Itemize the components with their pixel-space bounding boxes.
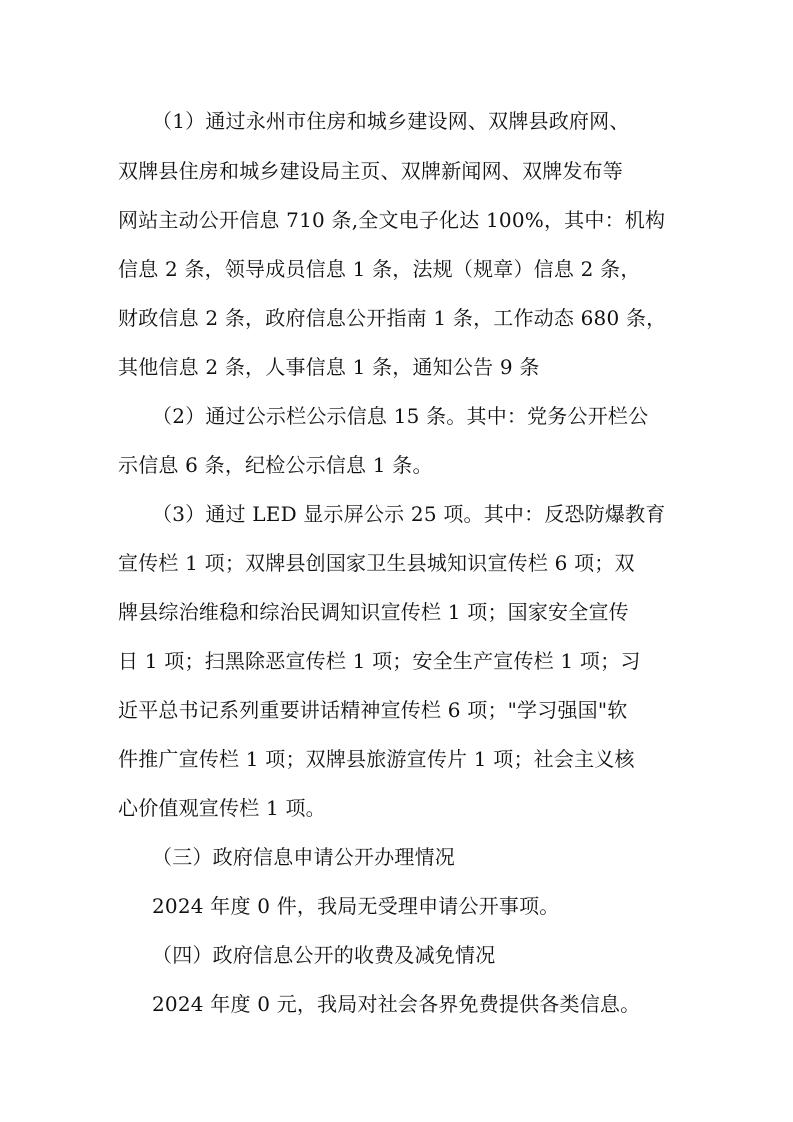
paragraph-2-line-2: 示信息 6 条，纪检公示信息 1 条。: [118, 453, 433, 477]
section-heading-4: （四）政府信息公开的收费及减免情况: [152, 943, 496, 967]
paragraph-3-line-3: 牌县综治维稳和综治民调知识宣传栏 1 项；国家安全宣传: [118, 600, 629, 624]
paragraph-1-line-3: 网站主动公开信息 710 条,全文电子化达 100%，其中：机构: [118, 208, 666, 232]
section-heading-3: （三）政府信息申请公开办理情况: [152, 845, 455, 869]
paragraph-3-line-1: （3）通过 LED 显示屏公示 25 项。其中：反恐防爆教育: [152, 502, 666, 526]
section-3-text: 2024 年度 0 件，我局无受理申请公开事项。: [152, 894, 560, 918]
paragraph-3-line-2: 宣传栏 1 项；双牌县创国家卫生县城知识宣传栏 6 项；双: [118, 551, 635, 575]
paragraph-3-line-7: 心价值观宣传栏 1 项。: [118, 796, 326, 820]
paragraph-1-line-5: 财政信息 2 条，政府信息公开指南 1 条，工作动态 680 条，: [118, 306, 667, 330]
paragraph-3-line-5: 近平总书记系列重要讲话精神宣传栏 6 项；"学习强国"软: [118, 698, 628, 722]
section-4-text: 2024 年度 0 元，我局对社会各界免费提供各类信息。: [152, 992, 641, 1016]
paragraph-1-line-1: （1）通过永州市住房和城乡建设网、双牌县政府网、: [152, 109, 630, 133]
paragraph-1-line-2: 双牌县住房和城乡建设局主页、双牌新闻网、双牌发布等: [118, 159, 623, 183]
paragraph-1-line-6: 其他信息 2 条，人事信息 1 条，通知公告 9 条: [118, 355, 540, 379]
paragraph-3-line-4: 日 1 项；扫黑除恶宣传栏 1 项；安全生产宣传栏 1 项；习: [118, 649, 641, 673]
paragraph-2-line-1: （2）通过公示栏公示信息 15 条。其中：党务公开栏公: [152, 404, 649, 428]
paragraph-3-line-6: 件推广宣传栏 1 项；双牌县旅游宣传片 1 项；社会主义核: [118, 747, 635, 771]
paragraph-1-line-4: 信息 2 条，领导成员信息 1 条，法规（规章）信息 2 条，: [118, 257, 641, 281]
